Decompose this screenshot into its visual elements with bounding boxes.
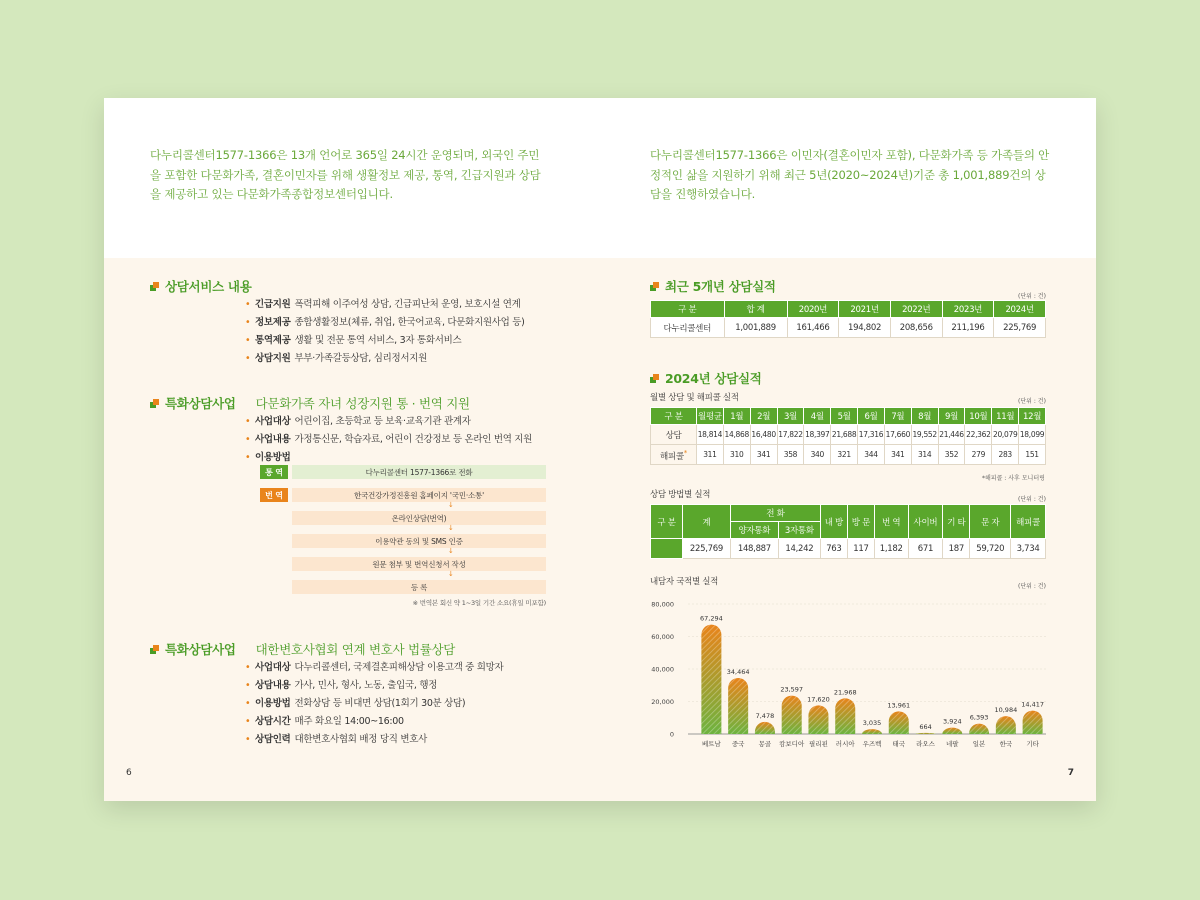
category-label: 기타 bbox=[1026, 740, 1039, 748]
special1-subtitle: 다문화가족 자녀 성장지원 통 · 번역 지원 bbox=[255, 396, 470, 411]
trans-step-5: 등 록 bbox=[292, 580, 546, 594]
col-header: 문 자 bbox=[970, 505, 1011, 539]
table-cell: 17,822 bbox=[777, 425, 804, 445]
category-label: 우즈벡 bbox=[862, 740, 882, 748]
list-item: • 통역제공 생활 및 전문 통역 서비스, 3자 통화서비스 bbox=[245, 332, 525, 350]
y-tick-label: 60,000 bbox=[651, 633, 674, 641]
unit-label: (단위 : 건) bbox=[1018, 398, 1046, 405]
col-header: 양자통화 bbox=[730, 522, 778, 539]
col-header: 2022년 bbox=[890, 301, 942, 318]
table-cell: 314 bbox=[911, 445, 938, 465]
interp-row bbox=[260, 465, 546, 479]
col-header: 8월 bbox=[911, 408, 938, 425]
value-label: 3,924 bbox=[943, 717, 962, 726]
section-square-icon bbox=[650, 282, 659, 291]
col-header: 번 역 bbox=[874, 505, 908, 539]
category-label: 한국 bbox=[999, 740, 1013, 748]
table-cell: 1,182 bbox=[874, 539, 908, 559]
services-title: 상담서비스 내용 bbox=[165, 279, 252, 294]
col-header: 1월 bbox=[723, 408, 750, 425]
col-header: 3자통화 bbox=[778, 522, 820, 539]
col-header: 3월 bbox=[777, 408, 804, 425]
arrow-down-icon: ↓ bbox=[448, 570, 454, 578]
table-cell: 310 bbox=[723, 445, 750, 465]
monthly-table bbox=[650, 407, 1046, 465]
flow-note: ※ 번역본 회신 약 1~3일 기간 소요(휴일 미포함) bbox=[412, 599, 546, 607]
value-label: 17,620 bbox=[807, 695, 830, 704]
bar-hatch bbox=[942, 728, 962, 734]
category-label: 네팔 bbox=[946, 740, 959, 748]
unit-label: (단위 : 건) bbox=[1018, 293, 1046, 300]
bar-hatch bbox=[782, 696, 802, 734]
col-header: 7월 bbox=[884, 408, 911, 425]
brochure-spread bbox=[104, 98, 1096, 801]
footnote-mark: * bbox=[683, 447, 687, 457]
y-tick-label: 0 bbox=[669, 730, 674, 739]
list-item: • 상담지원 부부·가족갈등상담, 심리정서지원 bbox=[245, 350, 525, 368]
table-cell: 17,660 bbox=[884, 425, 911, 445]
y-tick-label: 80,000 bbox=[651, 600, 674, 609]
table-cell bbox=[651, 539, 683, 559]
list-item: • 긴급지원 폭력피해 이주여성 상담, 긴급피난처 운영, 보호시설 연계 bbox=[245, 296, 525, 314]
value-label: 21,968 bbox=[833, 688, 857, 697]
category-label: 캄보디아 bbox=[779, 740, 805, 748]
table-cell: 19,552 bbox=[911, 425, 938, 445]
trans-row bbox=[292, 511, 546, 525]
bar-hatch bbox=[808, 705, 828, 734]
col-header: 9월 bbox=[938, 408, 965, 425]
col-header: 사이버 bbox=[908, 505, 943, 539]
col-header: 계 bbox=[683, 505, 731, 539]
bar-hatch bbox=[862, 729, 882, 734]
table-row bbox=[651, 425, 1046, 445]
table-row bbox=[651, 445, 1046, 465]
trans-step-3: 이용약관 동의 및 SMS 인증 bbox=[292, 534, 546, 548]
table-cell: 321 bbox=[831, 445, 858, 465]
table-cell: 21,446 bbox=[938, 425, 965, 445]
trans-step-2: 온라인상담(번역) bbox=[292, 511, 546, 525]
unit-label: (단위 : 건) bbox=[1018, 583, 1046, 590]
arrow-down-icon: ↓ bbox=[448, 501, 454, 509]
category-label: 러시아 bbox=[835, 740, 855, 748]
value-label: 14,417 bbox=[1021, 700, 1044, 709]
table-cell: 225,769 bbox=[994, 318, 1046, 338]
list-item: • 사업대상 어린이집, 초등학교 등 보육·교육기관 관계자 bbox=[245, 413, 532, 431]
value-label: 664 bbox=[919, 722, 932, 731]
table-cell: 311 bbox=[697, 445, 724, 465]
col-header: 5월 bbox=[831, 408, 858, 425]
col-header: 내 방 bbox=[820, 505, 847, 539]
bar-hatch bbox=[889, 711, 909, 734]
list-item: • 상담내용 가사, 민사, 형사, 노동, 출입국, 행정 bbox=[245, 677, 503, 695]
trans-step-4: 원문 첨부 및 번역신청서 작성 bbox=[292, 557, 546, 571]
table-cell: 117 bbox=[847, 539, 874, 559]
value-label: 34,464 bbox=[726, 667, 750, 676]
interp-badge: 통 역 bbox=[260, 465, 288, 479]
page-number-left: 6 bbox=[126, 768, 132, 778]
table-cell: 208,656 bbox=[890, 318, 942, 338]
intro-left-text: 다누리콜센터1577-1366은 13개 언어로 365일 24시간 운영되며, 외국인 주민을 포함한 다문화가족, 결혼이민자를 위해 생활정보 제공, 통역, 긴급지원과 상담을 제공하고 있는 다문화가족종합정보센터입니다. bbox=[150, 148, 541, 201]
value-label: 7,478 bbox=[755, 711, 775, 720]
special2-title: 특화상담사업 bbox=[165, 642, 236, 657]
table-cell: 22,362 bbox=[965, 425, 992, 445]
table-cell: 283 bbox=[992, 445, 1019, 465]
col-header: 합 계 bbox=[724, 301, 787, 318]
category-label: 몽골 bbox=[758, 740, 772, 748]
section-square-icon bbox=[150, 399, 159, 408]
list-item: • 이용방법 bbox=[245, 449, 532, 467]
section-square-icon bbox=[150, 645, 159, 654]
table-cell: 다누리콜센터 bbox=[651, 318, 725, 338]
value-label: 23,597 bbox=[780, 685, 804, 694]
bar-hatch bbox=[755, 722, 775, 734]
col-header: 월평균 bbox=[697, 408, 724, 425]
table-cell: 17,316 bbox=[858, 425, 885, 445]
col-header: 전 화 bbox=[730, 505, 820, 522]
special1-heading bbox=[150, 394, 470, 412]
col-header: 12월 bbox=[1019, 408, 1046, 425]
col-header: 4월 bbox=[804, 408, 831, 425]
col-header: 해피콜 bbox=[1011, 505, 1046, 539]
table-cell: 340 bbox=[804, 445, 831, 465]
intro-right-text: 다누리콜센터1577-1366은 이민자(결혼이민자 포함), 다문화가족 등 가족들의 안정적인 삶을 지원하기 위해 최근 5년(2020~2024년)기준 총 1,001,889건의 상담을 진행하였습니다. bbox=[650, 148, 1050, 201]
bar-hatch bbox=[969, 724, 989, 734]
table-cell: 211,196 bbox=[942, 318, 994, 338]
value-label: 10,984 bbox=[994, 706, 1018, 715]
page-number-right: 7 bbox=[1067, 768, 1074, 778]
table-cell: 21,688 bbox=[831, 425, 858, 445]
nation-label: 내담자 국적별 실적 bbox=[650, 577, 719, 587]
table-cell: 358 bbox=[777, 445, 804, 465]
list-item: • 정보제공 종합생활정보(체류, 취업, 한국어교육, 다문화지원사업 등) bbox=[245, 314, 525, 332]
list-item: • 이용방법 전화상담 등 비대면 상담(1회기 30분 상담) bbox=[245, 695, 503, 713]
arrow-down-icon: ↓ bbox=[448, 547, 454, 555]
table-cell: 18,814 bbox=[697, 425, 724, 445]
col-header: 구 분 bbox=[651, 505, 683, 539]
trans-badge: 번 역 bbox=[260, 488, 288, 502]
category-label: 라오스 bbox=[916, 740, 935, 748]
special2-subtitle: 대한변호사협회 연계 변호사 법률상담 bbox=[255, 642, 456, 657]
table-cell: 187 bbox=[943, 539, 970, 559]
trans-row bbox=[292, 580, 546, 594]
trans-row bbox=[292, 557, 546, 571]
table-cell: 상담 bbox=[651, 425, 697, 445]
table-cell: 해피콜* bbox=[651, 445, 697, 465]
trans-row bbox=[260, 488, 546, 502]
list-item: • 사업대상 다누리콜센터, 국제결혼피해상담 이용고객 중 희망자 bbox=[245, 659, 503, 677]
table-cell: 279 bbox=[965, 445, 992, 465]
bar-hatch bbox=[996, 716, 1016, 734]
col-header: 10월 bbox=[965, 408, 992, 425]
special1-title: 특화상담사업 bbox=[165, 396, 236, 411]
col-header: 기 타 bbox=[943, 505, 970, 539]
col-header: 2월 bbox=[750, 408, 777, 425]
bar-hatch bbox=[728, 678, 748, 734]
category-label: 필리핀 bbox=[809, 740, 828, 748]
trans-row bbox=[292, 534, 546, 548]
table-cell: 18,397 bbox=[804, 425, 831, 445]
table-cell: 151 bbox=[1019, 445, 1046, 465]
section-square-icon bbox=[650, 374, 659, 383]
bar-hatch bbox=[835, 698, 855, 734]
value-label: 6,393 bbox=[969, 713, 989, 722]
col-header: 방 문 bbox=[847, 505, 874, 539]
five-year-title: 최근 5개년 상담실적 bbox=[665, 279, 776, 294]
table-cell: 16,480 bbox=[750, 425, 777, 445]
method-label: 상담 방법별 실적 bbox=[650, 490, 711, 500]
list-item: • 상담시간 매주 화요일 14:00~16:00 bbox=[245, 713, 503, 731]
table-cell: 225,769 bbox=[683, 539, 731, 559]
happycall-note: *해피콜 : 사후 모니터링 bbox=[982, 475, 1045, 482]
table-cell: 671 bbox=[908, 539, 943, 559]
category-label: 중국 bbox=[731, 740, 745, 748]
bar-hatch bbox=[701, 625, 721, 734]
col-header: 6월 bbox=[858, 408, 885, 425]
list-item: • 사업내용 가정통신문, 학습자료, 어린이 건강정보 등 온라인 번역 지원 bbox=[245, 431, 532, 449]
table-cell: 18,099 bbox=[1019, 425, 1046, 445]
special2-list bbox=[245, 659, 503, 749]
value-label: 13,961 bbox=[887, 701, 911, 710]
table-cell: 3,734 bbox=[1011, 539, 1046, 559]
table-cell: 1,001,889 bbox=[724, 318, 787, 338]
section-square-icon bbox=[150, 282, 159, 291]
monthly-label: 월별 상담 및 해피콜 실적 bbox=[650, 393, 739, 403]
table-cell: 341 bbox=[884, 445, 911, 465]
category-label: 베트남 bbox=[701, 740, 721, 748]
interp-step: 다누리콜센터 1577-1366로 전화 bbox=[292, 465, 546, 479]
services-list bbox=[245, 296, 525, 368]
col-header: 11월 bbox=[992, 408, 1019, 425]
method-table bbox=[650, 504, 1046, 559]
arrow-down-icon: ↓ bbox=[448, 524, 454, 532]
table-cell: 352 bbox=[938, 445, 965, 465]
table-cell: 341 bbox=[750, 445, 777, 465]
table-cell: 59,720 bbox=[970, 539, 1011, 559]
table-cell: 148,887 bbox=[730, 539, 778, 559]
five-year-heading bbox=[650, 277, 776, 295]
bar-hatch bbox=[916, 733, 936, 734]
table-cell: 14,868 bbox=[723, 425, 750, 445]
col-header: 2020년 bbox=[787, 301, 839, 318]
special2-heading bbox=[150, 640, 455, 658]
table-cell: 194,802 bbox=[839, 318, 891, 338]
special1-list bbox=[245, 413, 532, 467]
list-item: • 상담인력 대한변호사협회 배정 당직 변호사 bbox=[245, 731, 503, 749]
value-label: 67,294 bbox=[700, 614, 723, 623]
category-label: 일본 bbox=[972, 740, 986, 748]
col-header: 2021년 bbox=[839, 301, 891, 318]
col-header: 구 분 bbox=[651, 301, 725, 318]
y-tick-label: 20,000 bbox=[651, 698, 674, 706]
table-cell: 20,079 bbox=[992, 425, 1019, 445]
y-tick-label: 40,000 bbox=[651, 665, 674, 674]
col-header: 구 분 bbox=[651, 408, 697, 425]
col-header: 2023년 bbox=[942, 301, 994, 318]
trans-step-1: 한국건강가정진흥원 홈페이지 '국민·소통' bbox=[292, 488, 546, 502]
bar-hatch bbox=[1023, 711, 1043, 734]
five-year-table bbox=[650, 300, 1046, 338]
services-heading bbox=[150, 277, 251, 295]
unit-label: (단위 : 건) bbox=[1018, 496, 1046, 503]
col-header: 2024년 bbox=[994, 301, 1046, 318]
table-cell: 14,242 bbox=[778, 539, 820, 559]
category-label: 태국 bbox=[892, 740, 906, 748]
nationality-bar-chart bbox=[644, 594, 1052, 754]
value-label: 3,035 bbox=[862, 719, 882, 728]
table-cell: 161,466 bbox=[787, 318, 839, 338]
table-cell: 344 bbox=[858, 445, 885, 465]
y2024-title: 2024년 상담실적 bbox=[665, 371, 762, 386]
table-cell: 763 bbox=[820, 539, 847, 559]
y2024-heading bbox=[650, 369, 762, 387]
